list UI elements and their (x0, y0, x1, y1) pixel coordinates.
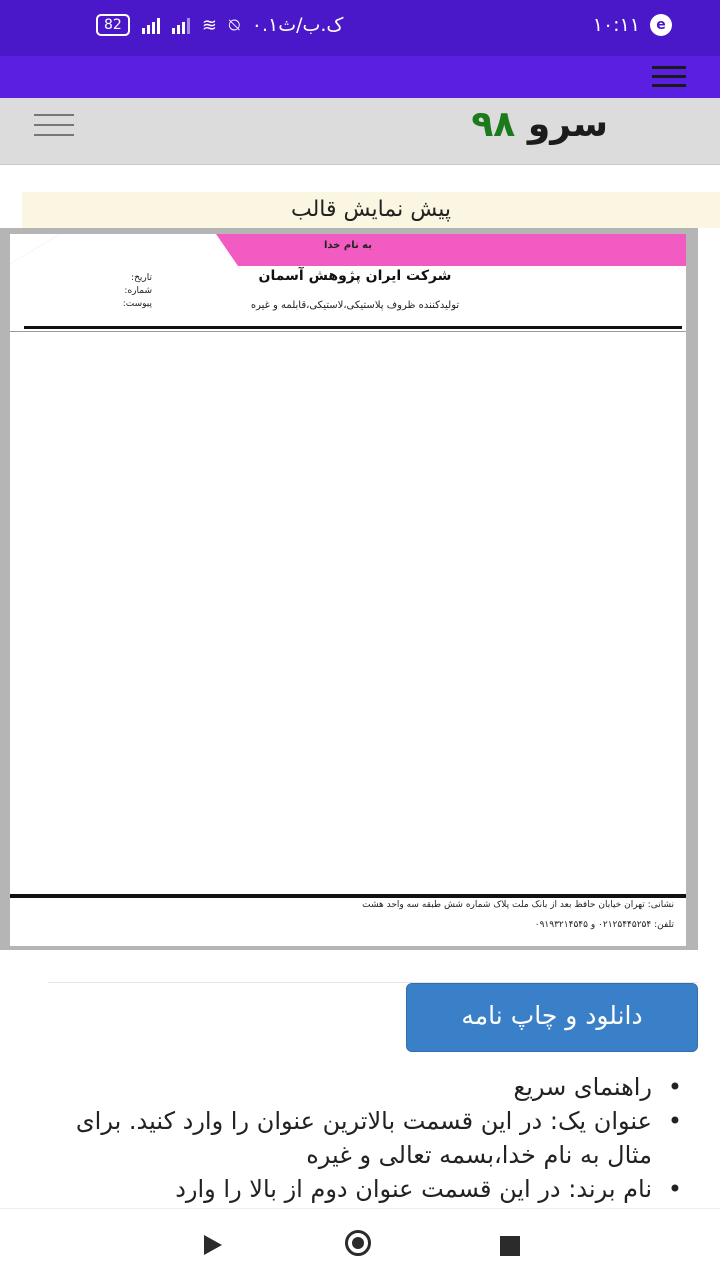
logo-number: ۹۸ (471, 104, 516, 145)
letter-meta (72, 272, 152, 311)
guide-item: • راهنمای سریع (24, 1070, 652, 1104)
mute-icon: ⍉ (228, 14, 240, 36)
meta-date: تاریخ: (131, 273, 152, 283)
download-print-button[interactable]: دانلود و چاپ نامه (406, 983, 698, 1052)
wifi-icon: ≋ (201, 14, 217, 36)
data-speed: ۰.۱ک.ب/ث (251, 14, 344, 36)
recent-apps-icon[interactable] (500, 1236, 520, 1256)
navigation-bar (0, 1208, 720, 1281)
status-left (593, 14, 672, 36)
letter-page (10, 234, 686, 946)
guide-list (24, 1070, 652, 1206)
hamburger-menu-icon[interactable] (652, 66, 686, 88)
app-notification-icon: e (650, 14, 672, 36)
preview-banner: پیش نمایش قالب (22, 192, 720, 228)
guide-item: • نام برند: در این قسمت عنوان دوم از بالا را وارد (24, 1172, 652, 1206)
back-icon[interactable] (204, 1235, 222, 1255)
meta-attachment: پیوست: (122, 299, 152, 309)
site-menu-icon[interactable] (34, 114, 74, 136)
meta-number: شماره: (124, 286, 152, 296)
header-rule (24, 326, 682, 329)
site-logo[interactable] (471, 104, 608, 145)
letter-phone: تلفن: ۰۲۱۲۵۴۴۵۲۵۴ و ۰۹۱۹۳۲۱۴۵۴۵ (534, 920, 674, 930)
status-right (96, 14, 343, 36)
app-bar (0, 56, 720, 98)
signal-icon (142, 16, 160, 34)
clock: ۱۰:۱۱ (592, 14, 640, 36)
header-rule-thin (10, 331, 686, 332)
logo-word: سرو (527, 104, 608, 145)
letter-basmala: به نام خدا (323, 240, 373, 251)
letter-address: نشانی: تهران خیابان حافظ بعد از بانک ملت پلاک شماره شش طبقه سه واحد هشت (362, 900, 674, 910)
footer-rule (10, 894, 686, 898)
home-icon[interactable] (345, 1230, 371, 1256)
guide-item: • عنوان یک: در این قسمت بالاترین عنوان را وارد کنید. برای مثال به نام خدا،بسمه تعالی و غیره (24, 1104, 652, 1172)
site-header (0, 98, 720, 165)
signal-icon-2 (172, 16, 190, 34)
letter-preview-frame (0, 228, 698, 950)
letter-company-name: شرکت ایران پژوهش آسمان (258, 268, 452, 284)
battery-icon: 82 (96, 14, 130, 36)
status-bar (0, 0, 720, 56)
letter-subtitle: تولیدکننده ظروف پلاستیکی،لاستیکی،قابلمه و غیره (250, 300, 460, 311)
